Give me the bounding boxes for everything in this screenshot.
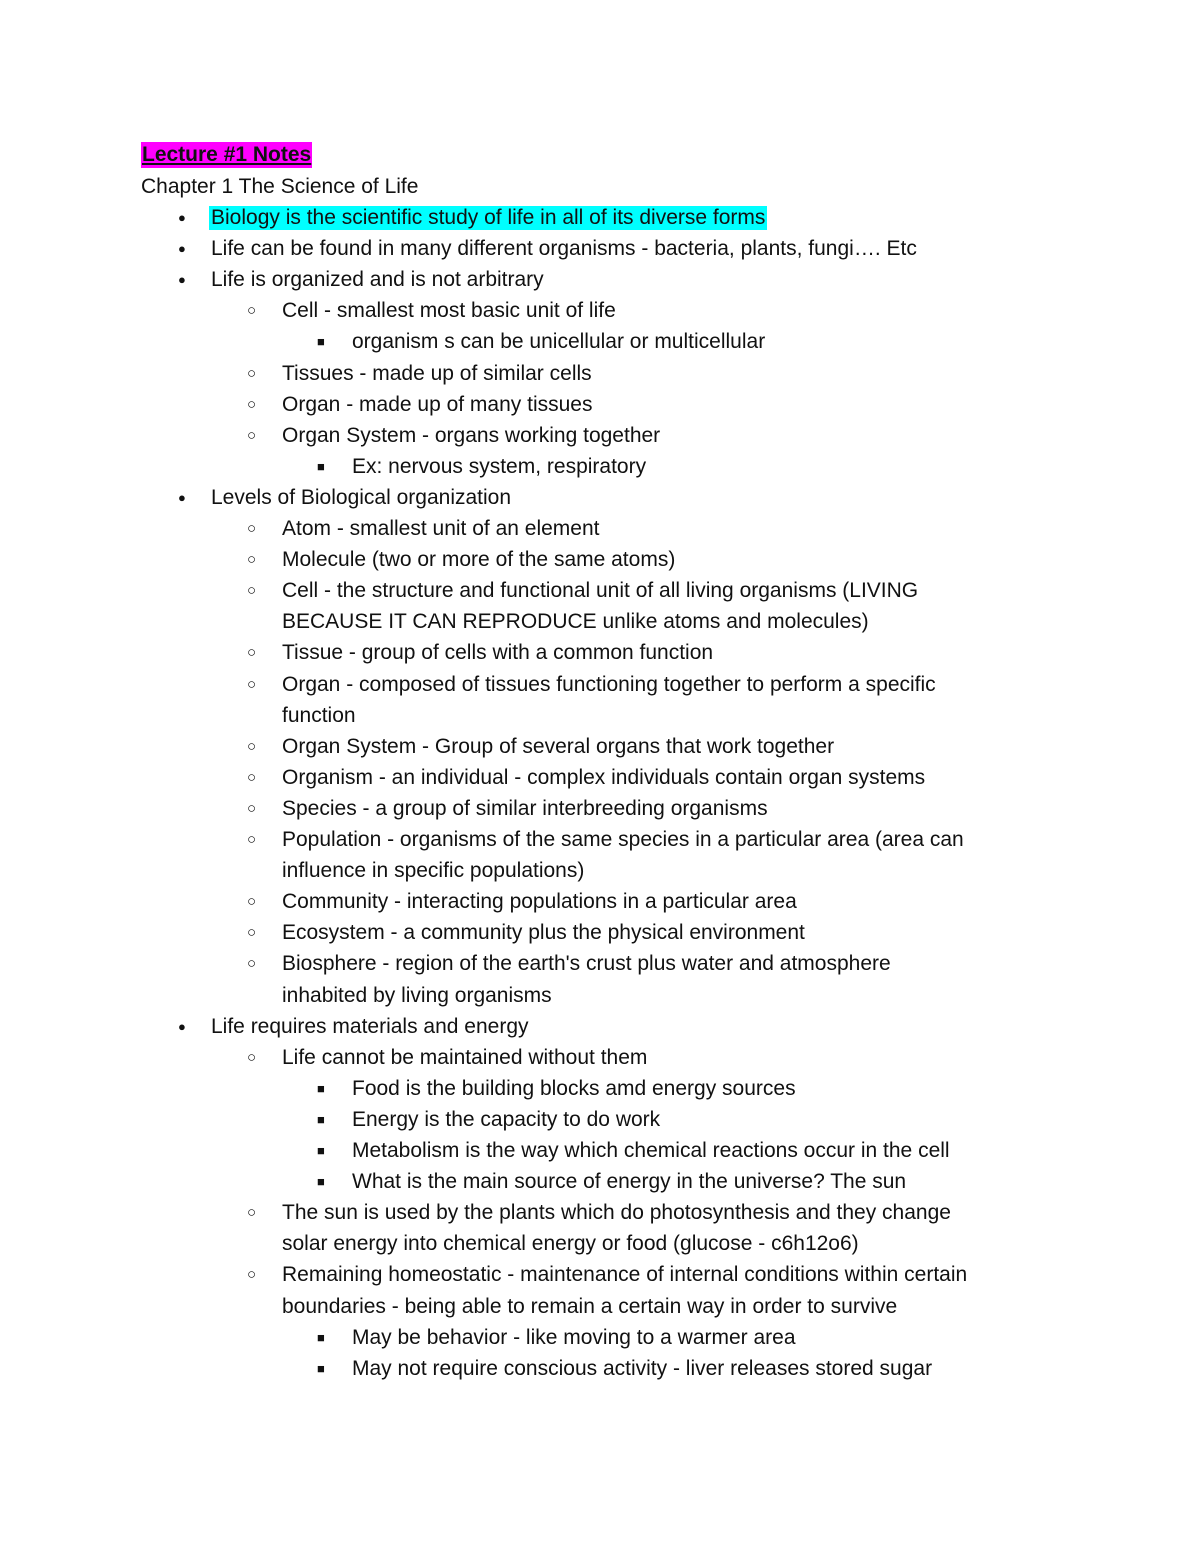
list-item-text: organism s can be unicellular or multicellular xyxy=(352,330,766,354)
highlighted-text: Biology is the scientific study of life in all of its diverse forms xyxy=(211,206,766,229)
list-item-text: boundaries - being able to remain a certain way in order to survive xyxy=(282,1294,898,1318)
circle-bullet-icon: ○ xyxy=(247,831,257,848)
list-item-text: Ecosystem - a community plus the physical environment xyxy=(282,921,805,945)
list-item-text: Life can be found in many different organisms - bacteria, plants, fungi…. Etc xyxy=(211,237,917,261)
square-bullet-icon: ■ xyxy=(317,1143,325,1158)
circle-bullet-icon: ○ xyxy=(247,551,257,569)
list-item-text: Life is organized and is not arbitrary xyxy=(211,268,544,292)
list-item-text: solar energy into chemical energy or food (glucose - c6h12o6) xyxy=(282,1232,859,1256)
circle-bullet-icon: ○ xyxy=(247,675,257,693)
list-item-text: Atom - smallest unit of an element xyxy=(282,517,600,540)
list-item-text: BECAUSE IT CAN REPRODUCE unlike atoms and molecules) xyxy=(282,610,869,634)
circle-bullet-icon: ○ xyxy=(247,644,257,662)
list-item-text xyxy=(209,205,767,231)
list-item-text: Food is the building blocks amd energy sources xyxy=(352,1076,796,1100)
circle-bullet-icon: ○ xyxy=(247,893,257,911)
list-item-text: Cell - the structure and functional unit of all living organisms (LIVING xyxy=(282,579,919,603)
square-bullet-icon: ■ xyxy=(317,1360,325,1376)
circle-bullet-icon: ○ xyxy=(247,302,257,320)
list-item-text: May be behavior - like moving to a warmer area xyxy=(352,1325,796,1349)
circle-bullet-icon: ○ xyxy=(247,737,257,755)
list-item-text: inhabited by living organisms xyxy=(282,983,552,1007)
list-item-text: Metabolism is the way which chemical reactions occur in the cell xyxy=(352,1139,950,1162)
list-item-text: Levels of Biological organization xyxy=(211,485,512,509)
list-item-text: Biosphere - region of the earth's crust plus water and atmosphere xyxy=(282,952,891,976)
circle-bullet-icon: ○ xyxy=(247,395,257,413)
list-item-text: Community - interacting populations in a particular area xyxy=(282,890,797,914)
list-item-text: Remaining homeostatic - maintenance of internal conditions within certain xyxy=(282,1263,968,1287)
list-item-text: Organ - composed of tissues functioning together to perform a specific xyxy=(282,672,936,696)
chapter-heading: Chapter 1 The Science of Life xyxy=(141,175,419,198)
disc-bullet-icon: ● xyxy=(178,210,186,225)
square-bullet-icon: ■ xyxy=(317,1174,325,1190)
square-bullet-icon: ■ xyxy=(317,458,325,474)
circle-bullet-icon: ○ xyxy=(247,1048,257,1066)
circle-bullet-icon: ○ xyxy=(247,1204,257,1222)
circle-bullet-icon: ○ xyxy=(247,955,257,973)
list-item-text: Organ - made up of many tissues xyxy=(282,392,593,416)
circle-bullet-icon: ○ xyxy=(247,768,257,786)
list-item-text: Energy is the capacity to do work xyxy=(352,1107,661,1131)
list-item-text: Population - organisms of the same species in a particular area (area can xyxy=(282,828,964,851)
disc-bullet-icon: ● xyxy=(178,241,186,257)
list-item-text: May not require conscious activity - liver releases stored sugar xyxy=(352,1356,933,1380)
list-item-text: Organism - an individual - complex individuals contain organ systems xyxy=(282,765,926,789)
list-item-text: Species - a group of similar interbreeding organisms xyxy=(282,796,768,820)
circle-bullet-icon: ○ xyxy=(247,799,257,817)
list-item-text: Ex: nervous system, respiratory xyxy=(352,454,647,478)
square-bullet-icon: ■ xyxy=(317,1111,325,1127)
document-title: Lecture #1 Notes xyxy=(142,143,312,166)
circle-bullet-icon: ○ xyxy=(247,582,257,600)
square-bullet-icon: ■ xyxy=(317,1080,325,1096)
list-item-text: Tissues - made up of similar cells xyxy=(282,361,592,385)
disc-bullet-icon: ● xyxy=(178,489,186,505)
list-item-text: Molecule (two or more of the same atoms) xyxy=(282,548,676,572)
list-item-text: Cell - smallest most basic unit of life xyxy=(282,299,616,323)
list-item-text: influence in specific populations) xyxy=(282,859,585,883)
list-item-text: function xyxy=(282,703,356,727)
list-item-text: Tissue - group of cells with a common function xyxy=(282,641,714,665)
circle-bullet-icon: ○ xyxy=(247,1266,257,1284)
circle-bullet-icon: ○ xyxy=(247,364,257,382)
disc-bullet-icon: ● xyxy=(178,1018,186,1034)
disc-bullet-icon: ● xyxy=(178,272,186,288)
circle-bullet-icon: ○ xyxy=(247,426,257,444)
circle-bullet-icon: ○ xyxy=(247,924,257,942)
square-bullet-icon: ■ xyxy=(317,1329,325,1345)
list-item-text: Life cannot be maintained without them xyxy=(282,1045,648,1069)
list-item-text: What is the main source of energy in the universe? The sun xyxy=(352,1170,907,1194)
list-item-text: The sun is used by the plants which do photosynthesis and they change xyxy=(282,1201,951,1225)
list-item-text: Organ System - organs working together xyxy=(282,423,661,447)
list-item-text: Organ System - Group of several organs that work together xyxy=(282,734,835,758)
list-item-text: Life requires materials and energy xyxy=(211,1014,529,1038)
square-bullet-icon: ■ xyxy=(317,334,325,350)
circle-bullet-icon: ○ xyxy=(247,520,257,537)
